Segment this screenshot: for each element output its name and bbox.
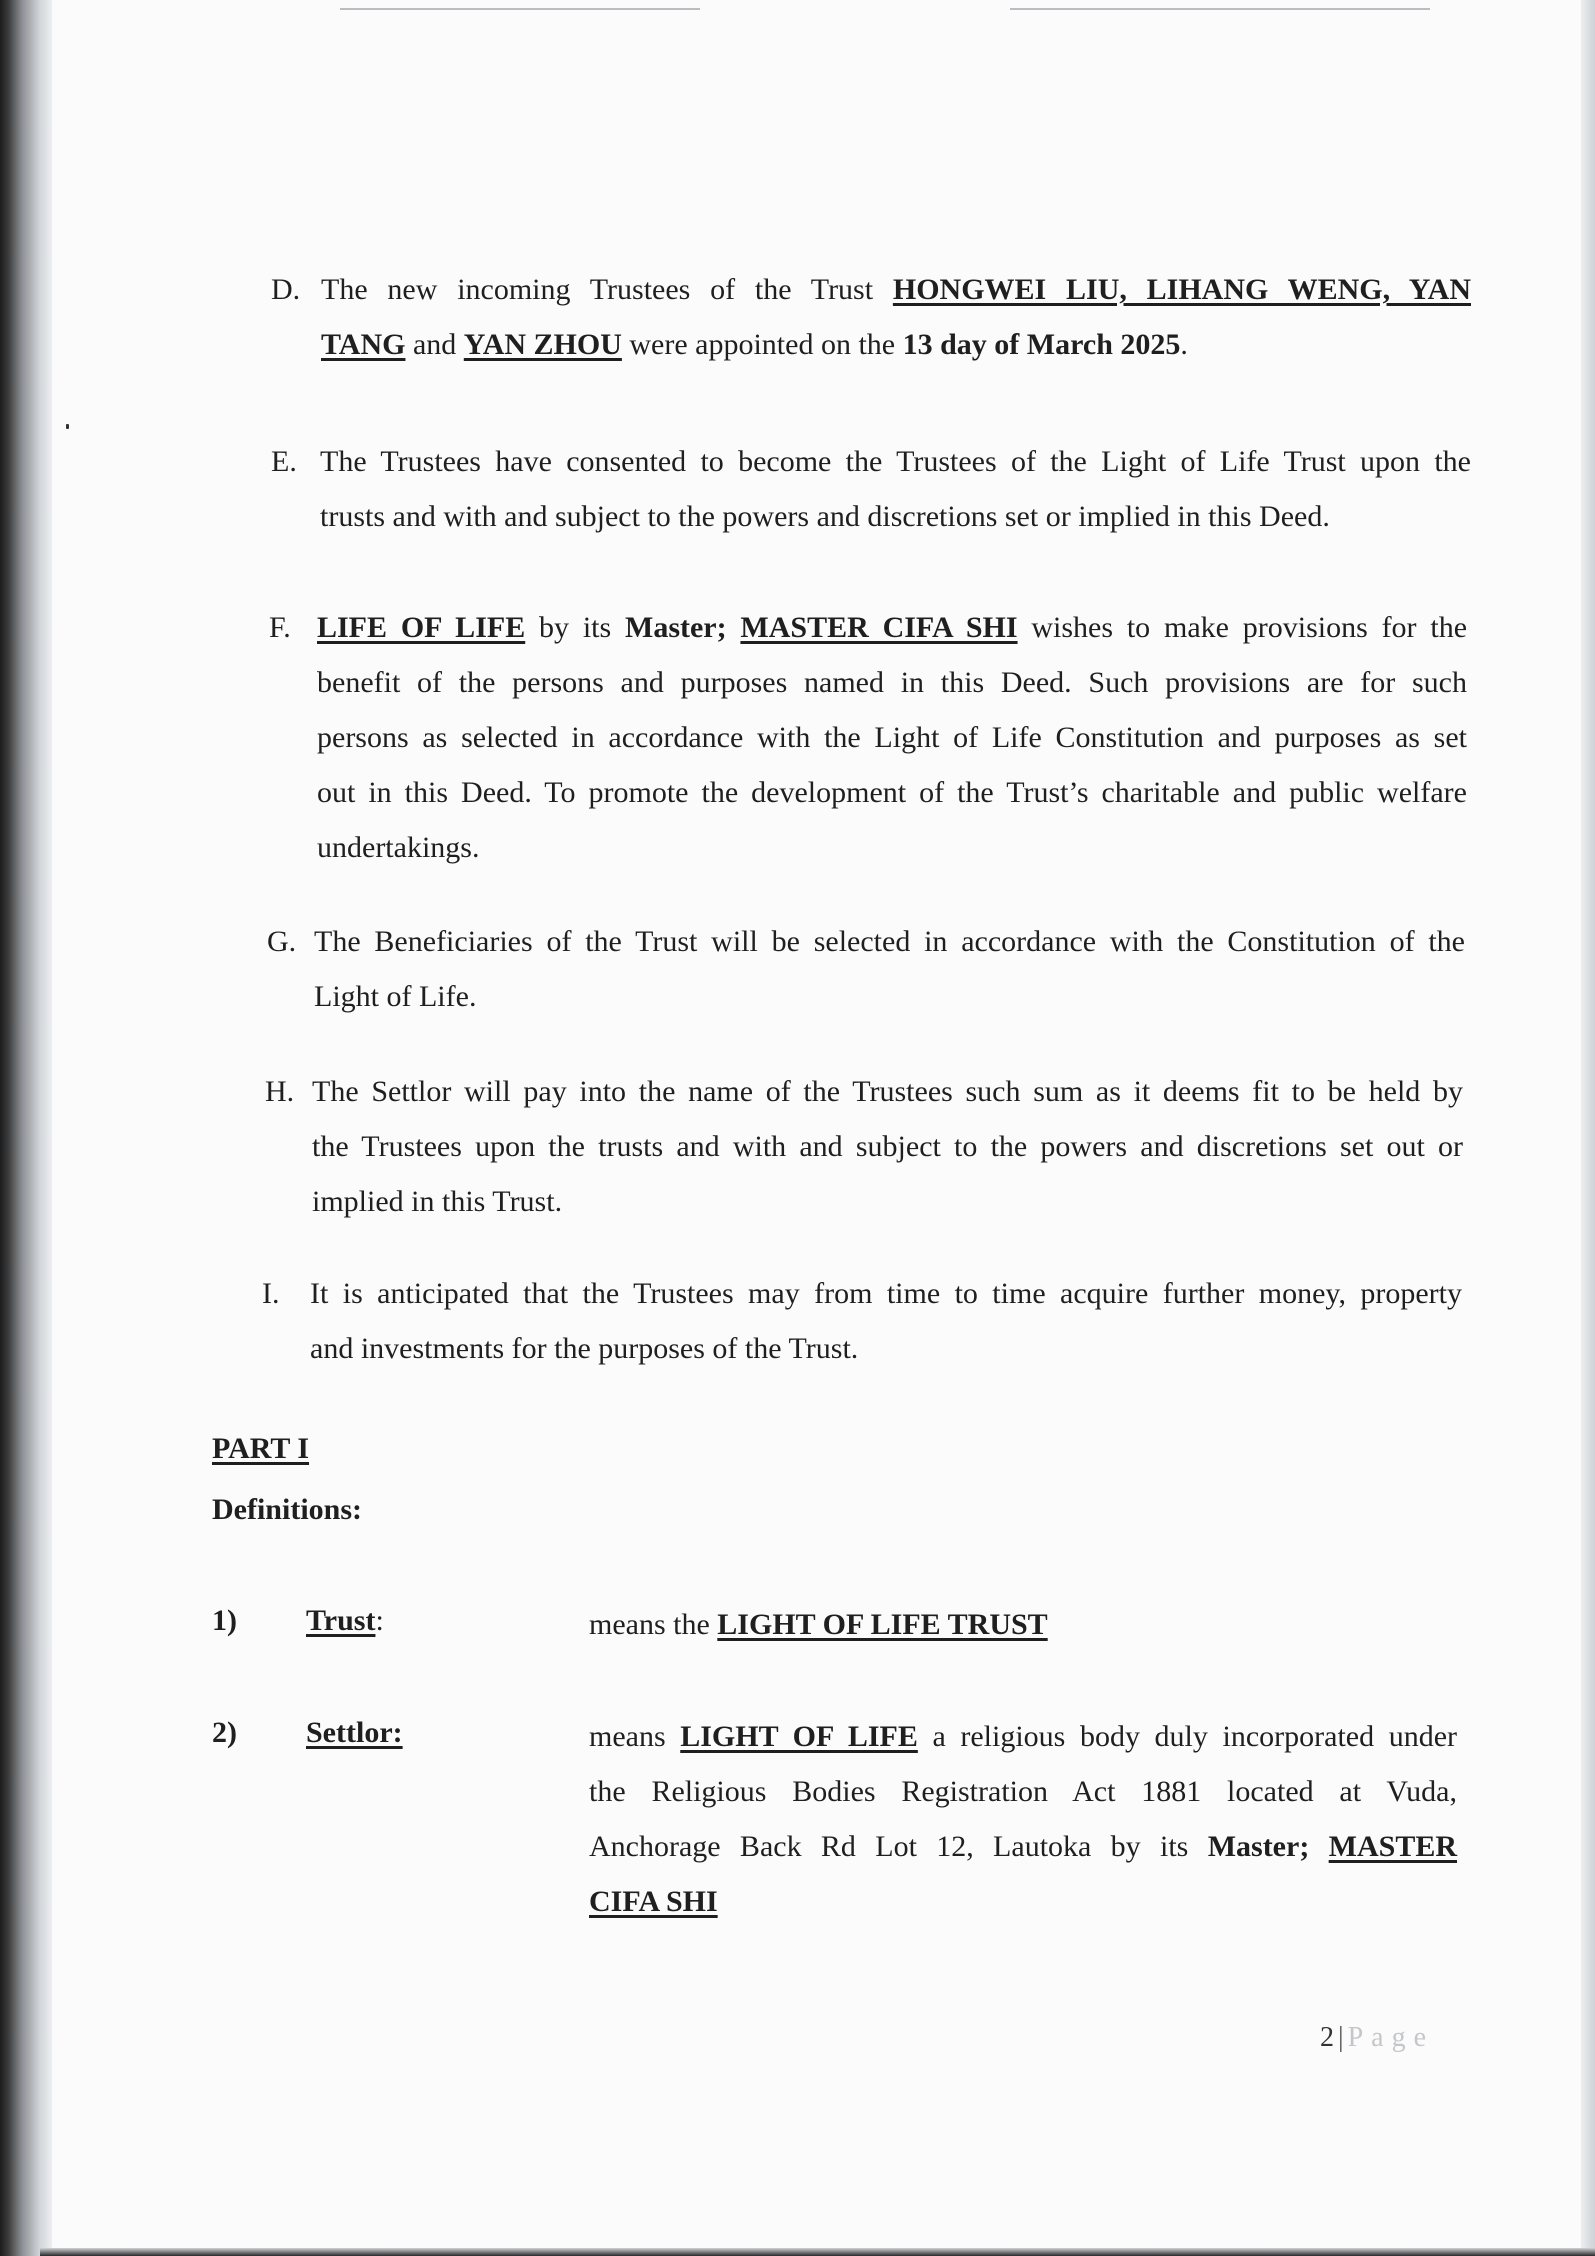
clause-text: were appointed on the	[629, 328, 896, 361]
clause-letter: F.	[269, 611, 291, 644]
definition-number: 1)	[212, 1604, 237, 1637]
definition-term-colon: :	[375, 1604, 384, 1637]
definition-line	[589, 1709, 1457, 1764]
trustee-name: TANG	[321, 328, 406, 361]
definition-text	[589, 1709, 1457, 1929]
definition-text	[589, 1597, 1457, 1652]
clause-line: out in this Deed. To promote the development of the Trust’s charitable and public welfare	[317, 776, 1467, 809]
definition-term-text: Trust	[306, 1604, 376, 1637]
clause-body	[320, 434, 1471, 544]
page-footer	[1320, 2022, 1434, 2054]
clause-line: persons as selected in accordance with the Light of Life Constitution and purposes as set	[317, 721, 1467, 754]
definition-line: the Religious Bodies Registration Act 1881 located at Vuda,	[589, 1775, 1457, 1808]
clause-body	[312, 1064, 1463, 1229]
clause-letter: E.	[271, 445, 297, 478]
clause-line: benefit of the persons and purposes named in this Deed. Such provisions are for such	[317, 666, 1467, 699]
clause-body	[321, 262, 1471, 372]
part-heading: PART I	[212, 1432, 310, 1465]
binding-shadow	[0, 0, 52, 2256]
definition-plain: means the	[589, 1608, 710, 1641]
clause-text: and	[412, 328, 457, 361]
definition-term: Settlor:	[306, 1716, 403, 1749]
clause-text: wishes to make provisions for the	[1031, 611, 1468, 644]
clause-text: by its	[539, 611, 612, 644]
appointment-date: 13 day of March 2025	[902, 328, 1181, 361]
master-name: MASTER CIFA SHI	[740, 611, 1018, 644]
master-name: MASTER	[1328, 1830, 1458, 1863]
clause-line	[317, 600, 1467, 655]
clause-body	[314, 914, 1465, 1024]
settlor-name: LIFE OF LIFE	[317, 611, 526, 644]
footer-separator: |	[1338, 2022, 1344, 2053]
clause-letter: I.	[262, 1277, 280, 1310]
clause-line: Light of Life.	[314, 980, 477, 1013]
clause-line: trusts and with and subject to the powers and discretions set or implied in this Deed.	[320, 500, 1330, 533]
trust-name: LIGHT OF LIFE TRUST	[717, 1608, 1048, 1641]
page-bottom-edge	[40, 2248, 1595, 2256]
definition-plain: Anchorage Back Rd Lot 12, Lautoka by its	[589, 1830, 1189, 1863]
definition-line	[589, 1597, 1457, 1652]
top-scan-line-right	[1010, 8, 1430, 10]
definitions-heading: Definitions:	[212, 1493, 362, 1526]
definition-plain: Master;	[1207, 1830, 1310, 1863]
clause-letter: D.	[271, 273, 301, 306]
page-right-edge	[1581, 0, 1595, 2256]
definition-line	[589, 1819, 1457, 1874]
clause-text: Master;	[625, 611, 727, 644]
scan-speck	[66, 424, 69, 429]
clause-line: The Settlor will pay into the name of the Trustees such sum as it deems fit to be held by	[312, 1075, 1463, 1108]
clause-line: implied in this Trust.	[312, 1185, 563, 1218]
trustee-name: YAN ZHOU	[463, 328, 622, 361]
definition-line	[589, 1874, 1457, 1929]
clause-letter: G.	[267, 925, 297, 958]
page-word: Page	[1347, 2022, 1435, 2053]
clause-line: undertakings.	[317, 831, 480, 864]
definition-term	[306, 1604, 384, 1638]
trustee-names: HONGWEI LIU, LIHANG WENG, YAN	[892, 273, 1472, 306]
clause-line: It is anticipated that the Trustees may from time to time acquire further money, property	[310, 1277, 1462, 1310]
clause-line: The Beneficiaries of the Trust will be selected in accordance with the Constitution of the	[314, 925, 1465, 958]
master-name: CIFA SHI	[589, 1885, 718, 1918]
settlor-name: LIGHT OF LIFE	[680, 1720, 918, 1753]
clause-body	[317, 600, 1467, 875]
top-scan-line-left	[340, 8, 700, 10]
clause-text: The new incoming Trustees of the Trust	[321, 273, 874, 306]
clause-line	[321, 262, 1471, 317]
clause-text: .	[1180, 328, 1188, 361]
clause-line: and investments for the purposes of the Trust.	[310, 1332, 859, 1365]
definition-plain: a religious body duly incorporated under	[932, 1720, 1458, 1753]
clause-line: The Trustees have consented to become the Trustees of the Light of Life Trust upon the	[320, 445, 1471, 478]
clause-body	[310, 1266, 1462, 1376]
definition-number: 2)	[212, 1716, 237, 1749]
clause-letter: H.	[265, 1075, 295, 1108]
clause-line: the Trustees upon the trusts and with and subject to the powers and discretions set out or	[312, 1130, 1463, 1163]
page-number: 2	[1320, 2022, 1334, 2053]
definition-plain: means	[589, 1720, 666, 1753]
clause-line	[321, 317, 1471, 372]
